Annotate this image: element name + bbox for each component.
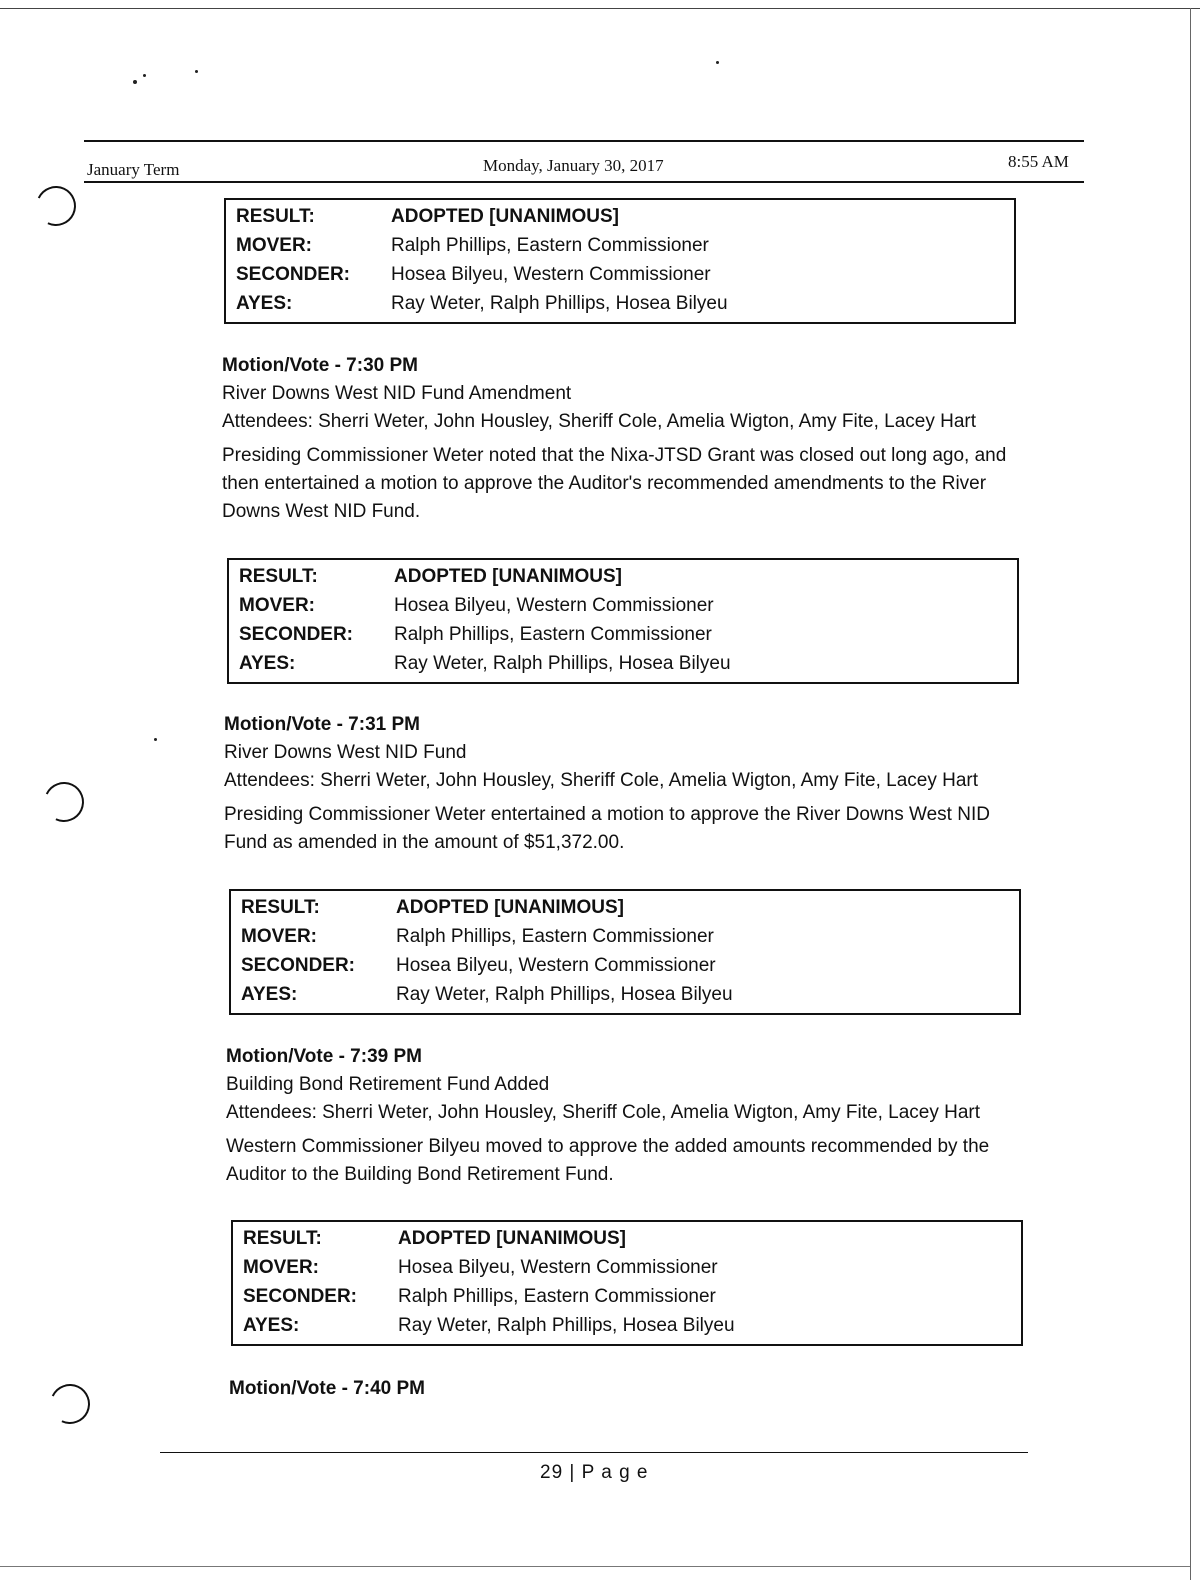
ayes-label: AYES: [236,292,293,314]
motion-section [222,352,1022,526]
result-label: RESULT: [239,565,318,587]
scan-edge-right [1190,8,1191,1580]
result-value: ADOPTED [UNANIMOUS] [391,205,619,227]
scan-speck [143,74,146,77]
result-value: ADOPTED [UNANIMOUS] [394,565,622,587]
mover-label: MOVER: [243,1256,319,1278]
result-label: RESULT: [241,896,320,918]
mover-row [229,591,1017,620]
seconder-label: SECONDER: [239,623,354,645]
mover-label: MOVER: [241,925,317,947]
mover-label: MOVER: [236,234,312,256]
motion-subject: Building Bond Retirement Fund Added [226,1074,550,1095]
binder-hole [38,776,89,827]
ayes-value: Ray Weter, Ralph Phillips, Hosea Bilyeu [396,983,733,1005]
seconder-value: Hosea Bilyeu, Western Commissioner [391,263,711,285]
binder-hole [30,180,81,231]
seconder-row [231,951,1019,980]
ayes-value: Ray Weter, Ralph Phillips, Hosea Bilyeu [398,1314,735,1336]
mover-value: Ralph Phillips, Eastern Commissioner [391,234,709,256]
motion-attendees: Attendees: Sherri Weter, John Housley, Sheriff Cole, Amelia Wigton, Amy Fite, Lacey Hart [224,770,979,791]
seconder-row [226,260,1014,289]
binder-hole [44,1378,95,1429]
ayes-value: Ray Weter, Ralph Phillips, Hosea Bilyeu [391,292,728,314]
vote-result-table [224,198,1016,324]
result-label: RESULT: [243,1227,322,1249]
meeting-time: 8:55 AM [1008,152,1069,171]
result-value: ADOPTED [UNANIMOUS] [398,1227,626,1249]
ayes-row [226,289,1014,318]
result-label: RESULT: [236,205,315,227]
vote-result-table [229,889,1021,1015]
header-bottom-rule [84,181,1084,183]
mover-value: Hosea Bilyeu, Western Commissioner [394,594,714,616]
scan-speck [154,738,157,741]
result-row [229,562,1017,591]
motion-attendees: Attendees: Sherri Weter, John Housley, Sheriff Cole, Amelia Wigton, Amy Fite, Lacey Hart [226,1102,981,1123]
term-label: January Term [87,160,180,179]
footer-rule [160,1452,1028,1453]
seconder-row [229,620,1017,649]
ayes-row [233,1311,1021,1340]
motion-title: Motion/Vote - 7:31 PM [224,714,420,735]
mover-row [226,231,1014,260]
scan-speck [195,70,198,73]
vote-result-table [231,1220,1023,1346]
scan-speck [716,61,719,64]
motion-description: Presiding Commissioner Weter entertained a motion to approve the River Downs West NID Fund as amended in the amount of $51,372.00. [224,804,990,853]
ayes-label: AYES: [239,652,296,674]
header-top-rule [84,140,1084,142]
seconder-value: Ralph Phillips, Eastern Commissioner [394,623,712,645]
ayes-row [231,980,1019,1009]
motion-description: Western Commissioner Bilyeu moved to approve the added amounts recommended by the Auditor to the Building Bond Retirement Fund. [226,1136,990,1185]
vote-result-table [227,558,1019,684]
motion-subject: River Downs West NID Fund [224,742,467,763]
mover-label: MOVER: [239,594,315,616]
motion-title: Motion/Vote - 7:30 PM [222,355,418,376]
scan-speck [133,80,137,84]
mover-row [231,922,1019,951]
motion-title: Motion/Vote - 7:40 PM [229,1378,425,1399]
page-number: 29 | P a g e [540,1462,649,1483]
ayes-value: Ray Weter, Ralph Phillips, Hosea Bilyeu [394,652,731,674]
motion-section [226,1043,1026,1189]
seconder-row [233,1282,1021,1311]
motion-title: Motion/Vote - 7:39 PM [226,1046,422,1067]
motion-attendees: Attendees: Sherri Weter, John Housley, Sheriff Cole, Amelia Wigton, Amy Fite, Lacey Hart [222,411,977,432]
mover-value: Ralph Phillips, Eastern Commissioner [396,925,714,947]
scan-edge-top [0,8,1200,9]
meeting-date: Monday, January 30, 2017 [483,156,664,175]
result-row [231,893,1019,922]
seconder-label: SECONDER: [241,954,356,976]
motion-section [224,711,1024,857]
seconder-value: Ralph Phillips, Eastern Commissioner [398,1285,716,1307]
ayes-label: AYES: [243,1314,300,1336]
seconder-label: SECONDER: [236,263,351,285]
mover-value: Hosea Bilyeu, Western Commissioner [398,1256,718,1278]
seconder-label: SECONDER: [243,1285,358,1307]
motion-section [229,1375,1029,1403]
ayes-label: AYES: [241,983,298,1005]
scan-edge-bottom [0,1566,1190,1567]
ayes-row [229,649,1017,678]
result-value: ADOPTED [UNANIMOUS] [396,896,624,918]
mover-row [233,1253,1021,1282]
motion-subject: River Downs West NID Fund Amendment [222,383,572,404]
result-row [233,1224,1021,1253]
motion-description: Presiding Commissioner Weter noted that the Nixa-JTSD Grant was closed out long ago, and then entertained a motion to approve the Auditor's recommended amendments to the River Downs West NID Fund. [222,445,1007,522]
seconder-value: Hosea Bilyeu, Western Commissioner [396,954,716,976]
result-row [226,202,1014,231]
